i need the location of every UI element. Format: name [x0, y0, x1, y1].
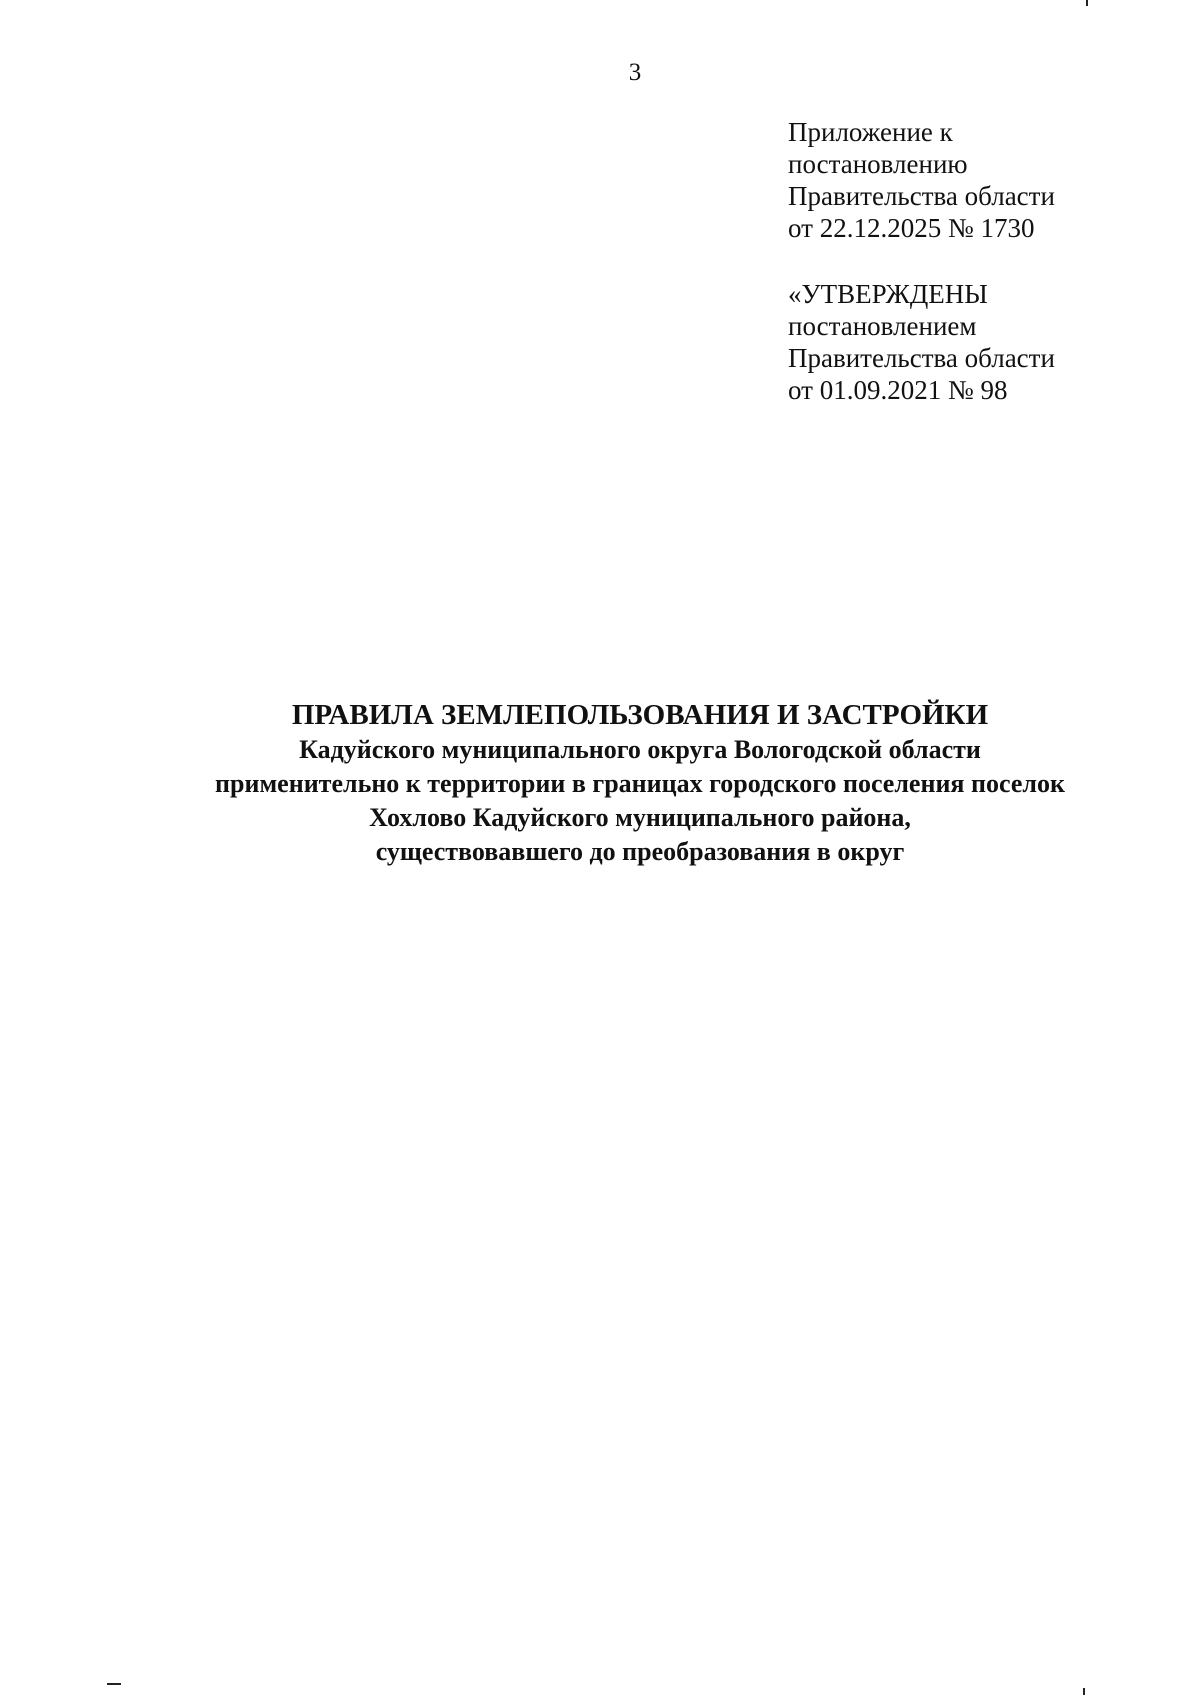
scan-artifact [1083, 1688, 1085, 1695]
approval-line: Правительства области [788, 343, 1055, 373]
title-line: Кадуйского муниципального округа Вологодской области [299, 735, 981, 764]
approval-line: «УТВЕРЖДЕНЫ [788, 279, 988, 309]
annex-line: Приложение к [788, 117, 953, 147]
scan-artifact [1086, 0, 1088, 6]
title-line: Хохлово Кадуйского муниципального района, [369, 803, 911, 832]
approval-stamp [788, 278, 1118, 406]
approval-line: постановлением [788, 311, 977, 341]
scan-artifact [107, 1683, 121, 1685]
title-line: существовавшего до преобразования в округ [375, 837, 905, 866]
document-title [150, 697, 1130, 869]
annex-line: Правительства области [788, 181, 1055, 211]
title-main: ПРАВИЛА ЗЕМЛЕПОЛЬЗОВАНИЯ И ЗАСТРОЙКИ [291, 699, 989, 731]
title-line: применительно к территории в границах городского поселения поселок [215, 769, 1065, 798]
annex-line: от 22.12.2025 № 1730 [788, 213, 1035, 243]
annex-line: постановлению [788, 149, 968, 179]
annex-reference [788, 116, 1118, 244]
approval-line: от 01.09.2021 № 98 [788, 375, 1008, 405]
page-number: 3 [628, 59, 642, 86]
